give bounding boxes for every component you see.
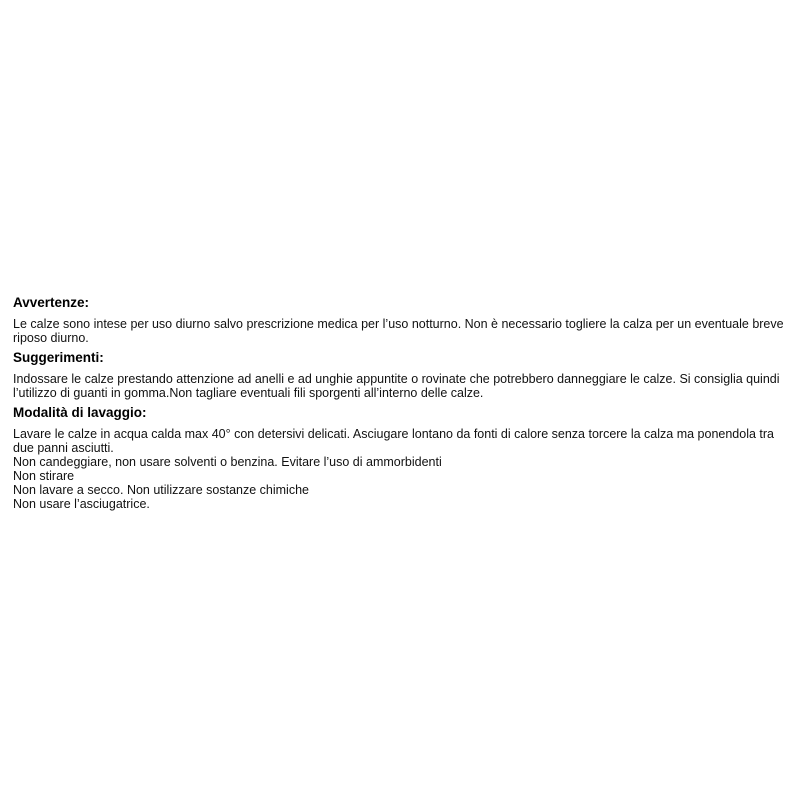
text-line: Non candeggiare, non usare solventi o benzina. Evitare l’uso di ammorbidenti <box>13 455 442 469</box>
text-line: Lavare le calze in acqua calda max 40° con detersivi delicati. Asciugare lontano da fonti di calore senza torcere la calza ma ponendola tra <box>13 427 774 441</box>
section-heading-suggerimenti: Suggerimenti: <box>13 350 104 365</box>
section-suggerimenti <box>13 351 793 400</box>
text-line: l’utilizzo di guanti in gomma.Non tagliare eventuali fili sporgenti all’interno delle calze. <box>13 386 484 400</box>
section-modalita-di-lavaggio <box>13 406 793 511</box>
text-line: Non stirare <box>13 469 75 483</box>
section-heading-avvertenze: Avvertenze: <box>13 295 90 310</box>
text-line: Non usare l’asciugatrice. <box>13 497 150 511</box>
care-instructions-content <box>13 296 793 511</box>
section-heading-modalita-di-lavaggio: Modalità di lavaggio: <box>13 405 147 420</box>
text-line: Indossare le calze prestando attenzione ad anelli e ad unghie appuntite o rovinate che potrebbero danneggiare le calze. Si consiglia quindi <box>13 372 780 386</box>
text-line: due panni asciutti. <box>13 441 114 455</box>
section-avvertenze <box>13 296 793 345</box>
text-line: riposo diurno. <box>13 331 89 345</box>
text-line: Le calze sono intese per uso diurno salvo prescrizione medica per l’uso notturno. Non è necessario togliere la calza per un eventuale breve <box>13 317 784 331</box>
text-line: Non lavare a secco. Non utilizzare sostanze chimiche <box>13 483 309 497</box>
